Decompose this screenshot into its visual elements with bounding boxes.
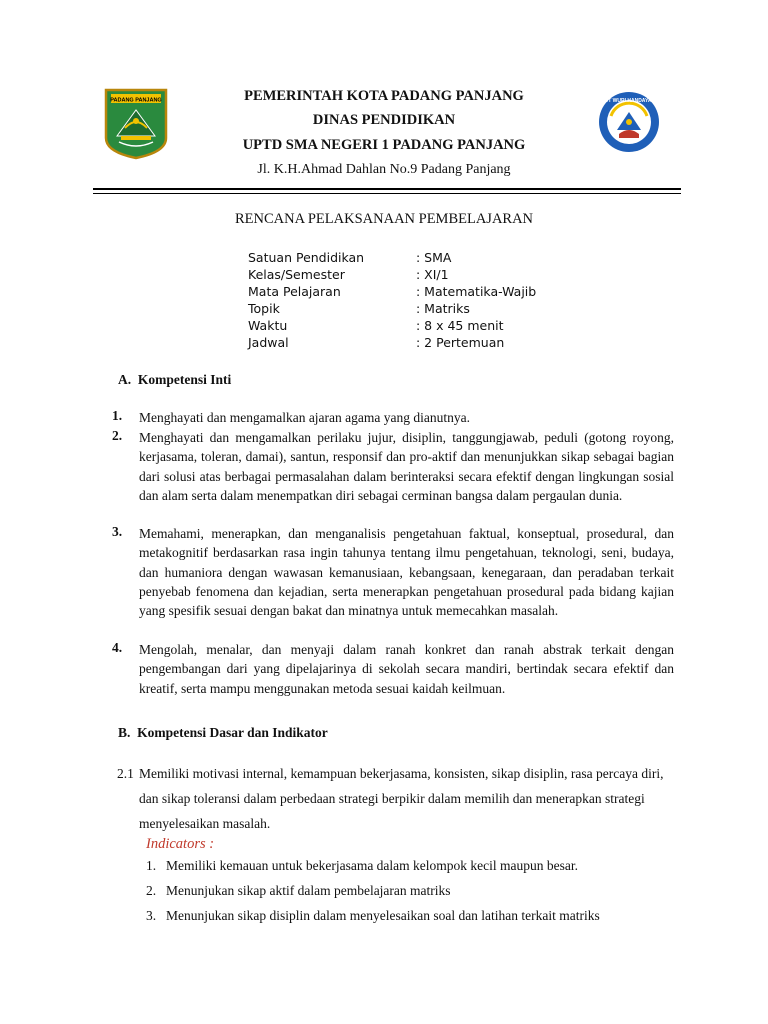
section-a-heading: A. Kompetensi Inti <box>118 372 232 387</box>
header-line-school: UPTD SMA NEGERI 1 PADANG PANJANG <box>242 137 526 153</box>
indicator-number: 1. <box>146 858 157 873</box>
ki-number: 3. <box>112 524 123 539</box>
indicator-number: 2. <box>146 883 157 898</box>
tut-wuri-logo-text: TUT WURI HANDAYANI <box>601 98 657 104</box>
identity-label: Waktu <box>248 318 288 333</box>
indicator-number: 3. <box>146 908 157 923</box>
header-line-department: DINAS PENDIDIKAN <box>312 112 456 128</box>
identity-table <box>248 249 568 351</box>
header-rule-thick <box>93 188 681 190</box>
identity-row <box>248 283 568 300</box>
ki-number: 4. <box>112 640 123 655</box>
crest-logo-text: PADANG PANJANG <box>110 97 162 104</box>
identity-label: Satuan Pendidikan <box>248 250 365 265</box>
identity-row <box>248 249 568 266</box>
identity-value: : 2 Pertemuan <box>416 335 505 350</box>
header-line-government: PEMERINTAH KOTA PADANG PANJANG <box>244 88 524 104</box>
identity-value: : XI/1 <box>416 267 449 282</box>
ki-number: 2. <box>112 428 123 443</box>
identity-label: Mata Pelajaran <box>248 284 341 299</box>
identity-value: : Matematika-Wajib <box>416 284 537 299</box>
indicators-title: Indicators : <box>146 836 215 852</box>
ki-number: 1. <box>112 408 123 423</box>
identity-row <box>248 317 568 334</box>
ki-text: Mengolah, menalar, dan menyaji dalam ranah konkret dan ranah abstrak terkait dengan pengembangan dari yang dipelajarinya di sekolah secara mandiri, bertindak secara efektif dan kreatif, serta mampu menggunakan metoda sesuai kaidah keilmuan. <box>139 642 674 696</box>
document-title: RENCANA PELAKSANAAN PEMBELAJARAN <box>234 211 534 227</box>
kd-number: 2.1 <box>117 766 134 781</box>
identity-value: : 8 x 45 menit <box>416 318 504 333</box>
ki-text: Menghayati dan mengamalkan perilaku jujur, disiplin, tanggungjawab, peduli (gotong royong, kerjasama, toleran, damai), santun, responsif dan pro-aktif dan menunjukkan sikap sebagai bagian dari solusi atas berbagai permasalahan dalam berinteraksi secara efektif dengan lingkungan sosial dan alam serta dalam menempatkan diri sebagai cerminan bangsa dalam pergaulan dunia. <box>139 430 674 503</box>
identity-value: : SMA <box>416 250 452 265</box>
identity-label: Jadwal <box>248 335 289 350</box>
header-rule-thin <box>93 193 681 194</box>
identity-row <box>248 334 568 351</box>
header-address: Jl. K.H.Ahmad Dahlan No.9 Padang Panjang <box>257 162 511 177</box>
identity-row <box>248 266 568 283</box>
kd-text: Memiliki motivasi internal, kemampuan bekerjasama, konsisten, sikap disiplin, rasa percaya diri, dan sikap toleransi dalam perbedaan strategi berpikir dalam memilih dan menerapkan strategi menyelesaikan masalah. <box>139 766 664 831</box>
indicator-text: Memiliki kemauan untuk bekerjasama dalam kelompok kecil maupun besar. <box>166 858 579 873</box>
identity-label: Kelas/Semester <box>248 267 345 282</box>
section-b-heading: B. Kompetensi Dasar dan Indikator <box>118 725 328 740</box>
ki-text: Menghayati dan mengamalkan ajaran agama yang dianutnya. <box>139 410 470 425</box>
indicator-text: Menunjukan sikap aktif dalam pembelajaran matriks <box>166 883 451 898</box>
ki-text: Memahami, menerapkan, dan menganalisis pengetahuan faktual, konseptual, prosedural, dan metakognitif berdasarkan rasa ingin tahunya tentang ilmu pengetahuan, teknologi, seni, budaya, dan humaniora dengan wawasan kemanusiaan, kebangsaan, kenegaraan, dan peradaban terkait penyebab fenomena dan kejadian, serta menerapkan pengetahuan prosedural pada bidang kajian yang spesifik sesuai dengan bakat dan minatnya untuk memecahkan masalah. <box>139 526 674 619</box>
indicator-text: Menunjukan sikap disiplin dalam menyelesaikan soal dan latihan terkait matriks <box>166 908 600 923</box>
identity-label: Topik <box>248 301 280 316</box>
identity-value: : Matriks <box>416 301 470 316</box>
identity-row <box>248 300 568 317</box>
